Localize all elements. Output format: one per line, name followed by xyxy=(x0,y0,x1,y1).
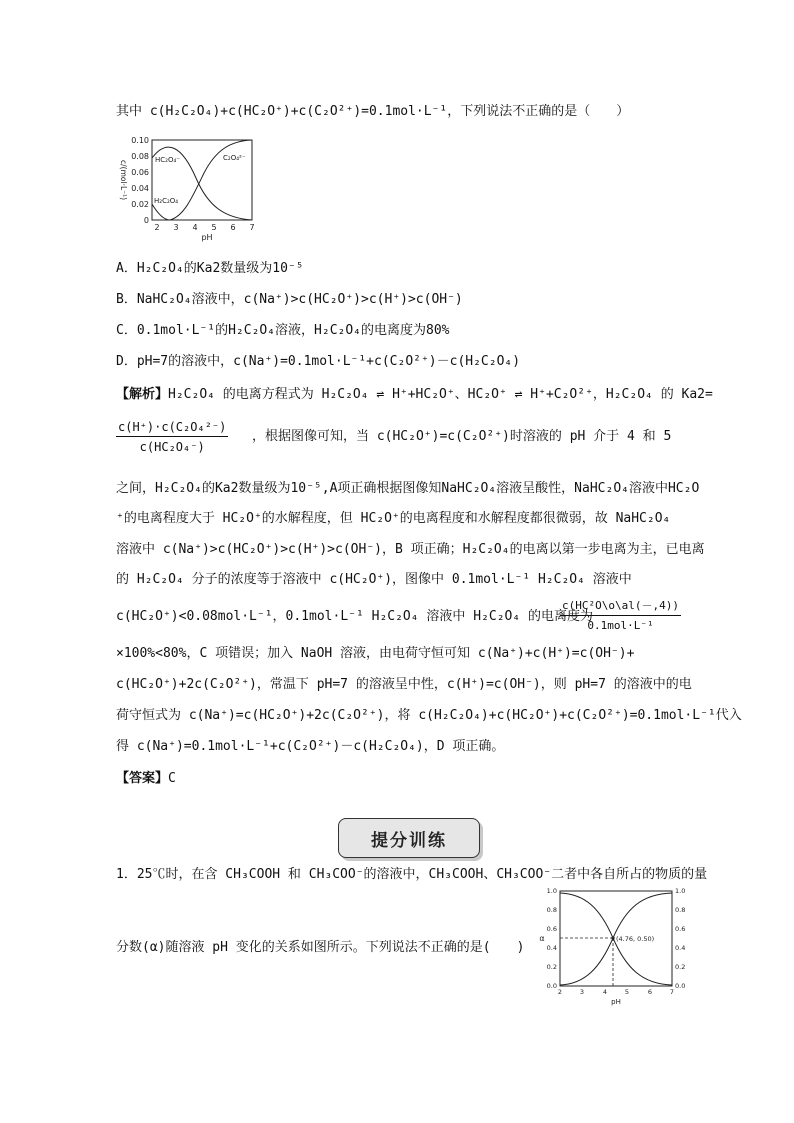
y-tick: 0.06 xyxy=(131,168,149,177)
y-tick: 0.6 xyxy=(546,925,557,933)
intersection-label: (4.76, 0.50) xyxy=(616,935,655,943)
analysis-text: H₂C₂O₄ 的电离方程式为 H₂C₂O₄ ⇌ H⁺+HC₂O⁺、HC₂O⁺ ⇌ H⁺+C₂O²⁺，H₂C₂O₄ 的 Ka2= xyxy=(168,387,713,402)
y-tick: 0.8 xyxy=(546,906,557,914)
y-tick: 0.0 xyxy=(546,982,557,990)
x-tick: 5 xyxy=(211,223,217,232)
fraction-denominator: c(HC₂O₄⁻) xyxy=(139,440,205,454)
c2o4-curve xyxy=(170,140,252,220)
y-tick-right: 1.0 xyxy=(675,887,686,895)
y-tick: 0.02 xyxy=(131,200,149,209)
y-tick: 0.08 xyxy=(131,152,149,161)
y-tick: 0.4 xyxy=(546,944,557,952)
y-tick-right: 0.6 xyxy=(675,925,686,933)
h2c2o4-label: H₂C₂O₄ xyxy=(154,197,179,205)
analysis-tag: 【解析】 xyxy=(116,387,169,402)
analysis-line-10: 荷守恒式为 c(Na⁺)=c(HC₂O⁺)+2c(C₂O²⁺)，将 c(H₂C₂O₄)+c(HC₂O⁺)+c(C₂O²⁺)=0.1mol·L⁻¹代入 xyxy=(116,708,742,723)
ionization-fraction xyxy=(560,597,681,632)
c2o4-label: C₂O₄²⁻ xyxy=(223,154,246,162)
question-1-line-1: 1．25℃时，在含 CH₃COOH 和 CH₃COO⁻的溶液中，CH₃COOH、CH₃COO⁻二者中各自所占的物质的量 xyxy=(116,867,708,882)
question-1-line-2: 分数(α)随溶液 pH 变化的关系如图所示。下列说法不正确的是( ) xyxy=(116,940,525,955)
x-tick: 3 xyxy=(173,223,179,232)
x-tick: 7 xyxy=(249,223,255,232)
x-tick: 6 xyxy=(647,988,653,996)
answer-line xyxy=(116,770,176,788)
y-tick: 0.04 xyxy=(131,184,149,193)
fraction-numerator: c(H⁺)·c(C₂O₄²⁻) xyxy=(116,420,228,437)
fraction-numerator: c(HC²O\o\al(－,4)) xyxy=(560,597,681,616)
x-axis-label: pH xyxy=(611,998,621,1006)
analysis-line-5: 溶液中 c(Na⁺)>c(HC₂O⁺)>c(H⁺)>c(OH⁻)，B 项正确；H₂C₂O₄的电离以第一步电离为主，已电离 xyxy=(116,542,705,557)
fraction-denominator: 0.1mol·L⁻¹ xyxy=(587,619,654,632)
x-tick: 4 xyxy=(192,223,198,232)
analysis-line-2: ，根据图像可知，当 c(HC₂O⁺)=c(C₂O²⁺)时溶液的 pH 介于 4 和 5 xyxy=(252,429,672,444)
x-axis-label: pH xyxy=(201,233,213,242)
x-tick: 2 xyxy=(154,223,160,232)
x-tick: 2 xyxy=(557,988,563,996)
y-axis-label: α xyxy=(539,934,545,943)
analysis-line-4: ⁺的电离程度大于 HC₂O⁺的水解程度，但 HC₂O⁺的电离程度和水解程度都很微弱，故 NaHC₂O₄ xyxy=(116,511,671,526)
y-tick-right: 0.8 xyxy=(675,906,686,914)
acetate-distribution-chart xyxy=(530,883,690,1008)
analysis-line-7: c(HC₂O⁺)<0.08mol·L⁻¹，0.1mol·L⁻¹ H₂C₂O₄ 溶液中 H₂C₂O₄ 的电离度为 xyxy=(116,609,594,624)
x-tick: 4 xyxy=(602,988,608,996)
option-b[interactable]: B．NaHC₂O₄溶液中，c(Na⁺)>c(HC₂O⁺)>c(H⁺)>c(OH⁻) xyxy=(116,292,463,307)
y-tick-right: 0.2 xyxy=(675,963,686,971)
hc2o4-label: HC₂O₄⁻ xyxy=(155,156,180,164)
oxalate-distribution-chart xyxy=(112,128,272,248)
y-tick: 0.10 xyxy=(131,136,149,145)
y-tick: 0 xyxy=(143,216,149,225)
analysis-line-3: 之间，H₂C₂O₄的Ka2数量级为10⁻⁵,A项正确根据图像知NaHC₂O₄溶液呈酸性，NaHC₂O₄溶液中HC₂O xyxy=(116,481,700,496)
analysis-line-8: ×100%<80%，C 项错误；加入 NaOH 溶液，由电荷守恒可知 c(Na⁺)+c(H⁺)=c(OH⁻)+ xyxy=(116,646,635,661)
answer-value: C xyxy=(168,771,176,786)
analysis-line-11: 得 c(Na⁺)=0.1mol·L⁻¹+c(C₂O²⁺)－c(H₂C₂O₄)，D 项正确。 xyxy=(116,739,505,754)
y-tick: 1.0 xyxy=(546,887,557,895)
option-a[interactable]: A．H₂C₂O₄的Ka2数量级为10⁻⁵ xyxy=(116,261,304,276)
analysis-line-6: 的 H₂C₂O₄ 分子的浓度等于溶液中 c(HC₂O⁺)，图像中 0.1mol·L⁻¹ H₂C₂O₄ 溶液中 xyxy=(116,572,632,587)
answer-tag: 【答案】 xyxy=(116,771,169,786)
option-c[interactable]: C．0.1mol·L⁻¹的H₂C₂O₄溶液，H₂C₂O₄的电离度为80% xyxy=(116,323,450,338)
y-axis-label: c/(mol·L⁻¹) xyxy=(119,159,128,201)
section-banner: 提分训练 xyxy=(338,818,480,858)
y-tick-right: 0.4 xyxy=(675,944,686,952)
option-d[interactable]: D．pH=7的溶液中，c(Na⁺)=0.1mol·L⁻¹+c(C₂O²⁺)－c(H₂C₂O₄) xyxy=(116,354,521,369)
intro-line: 其中 c(H₂C₂O₄)+c(HC₂O⁺)+c(C₂O²⁺)=0.1mol·L⁻¹，下列说法不正确的是（ ） xyxy=(116,104,630,119)
x-tick: 6 xyxy=(230,223,236,232)
x-tick: 5 xyxy=(624,988,630,996)
y-tick-right: 0.0 xyxy=(675,982,686,990)
analysis-line-1 xyxy=(116,386,713,404)
analysis-line-9: c(HC₂O⁺)+2c(C₂O²⁺)，常温下 pH=7 的溶液呈中性，c(H⁺)=c(OH⁻)，则 pH=7 的溶液中的电 xyxy=(116,677,692,692)
y-tick: 0.2 xyxy=(546,963,557,971)
x-tick: 3 xyxy=(579,988,585,996)
ka2-fraction xyxy=(116,420,228,454)
x-tick: 7 xyxy=(669,988,675,996)
